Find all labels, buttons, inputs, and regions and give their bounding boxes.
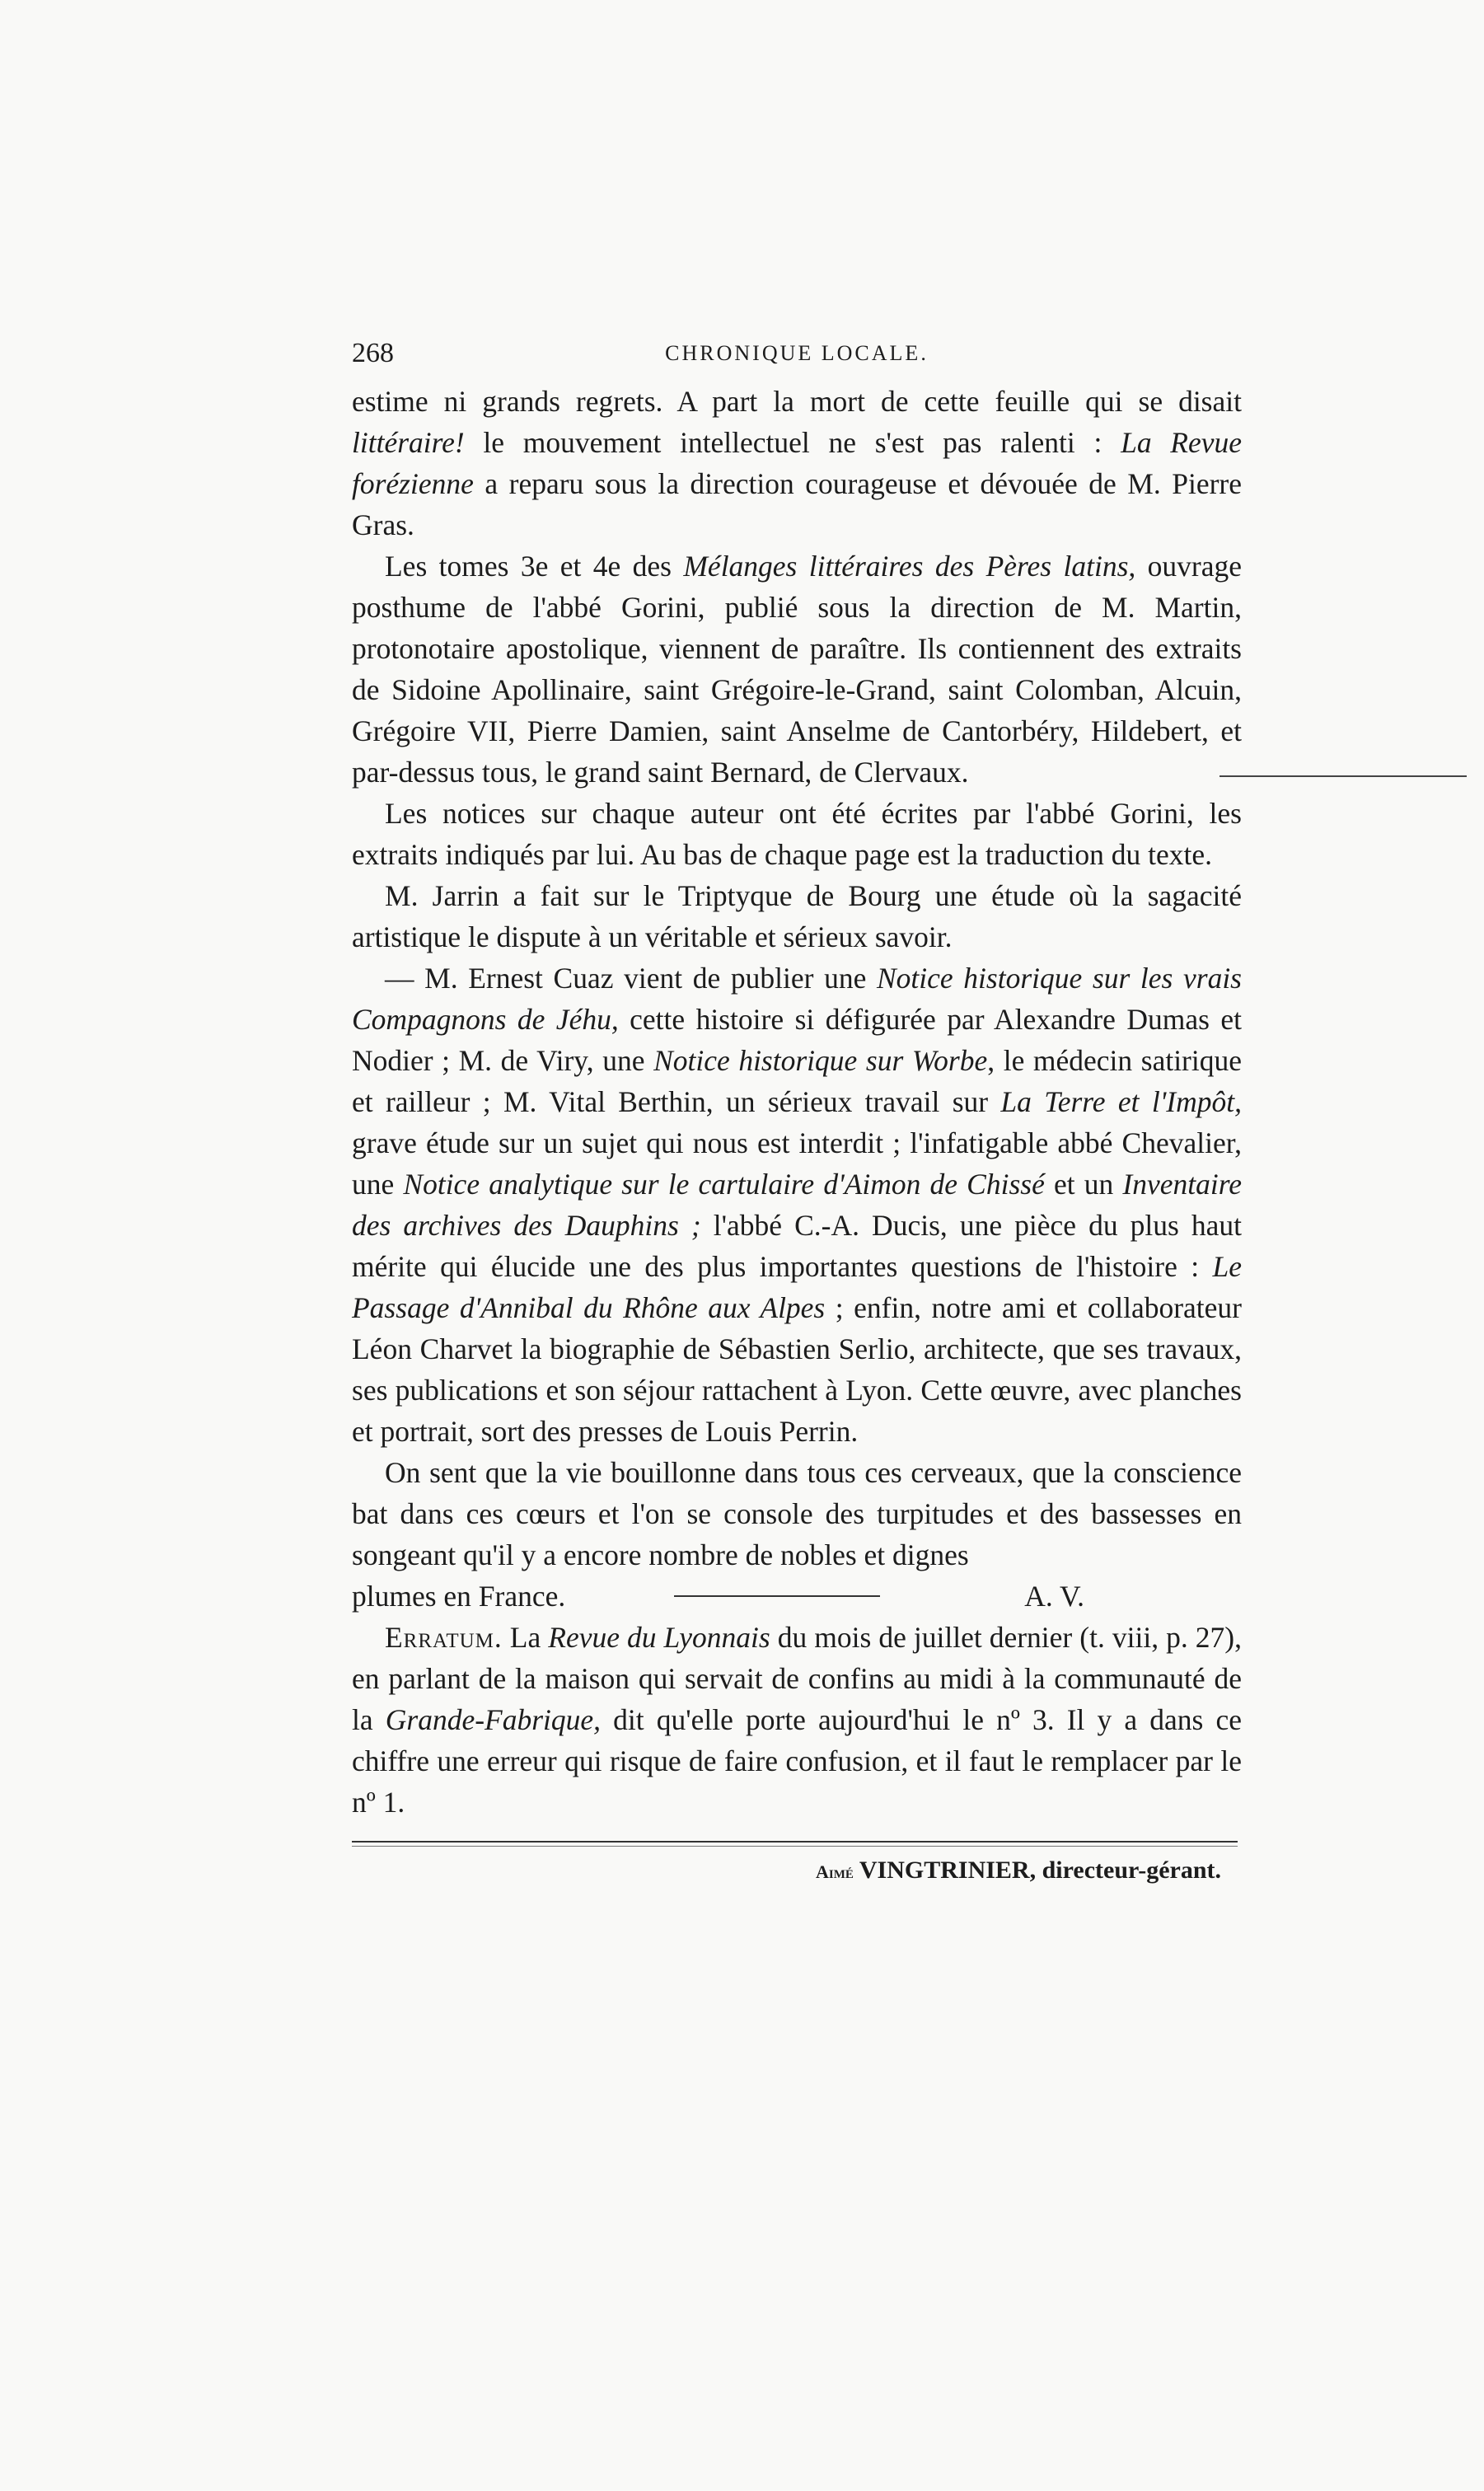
erratum-note: [352, 1617, 1242, 1823]
paragraph: [352, 545, 1242, 793]
text-run: , le médecin satirique et railleur ; M. Vital Berthin, un sérieux travail sur: [352, 1044, 1242, 1118]
text-run: a reparu sous la direction courageuse et dévouée de M. Pierre Gras.: [352, 467, 1242, 541]
footer-first-name: Aimé: [816, 1861, 854, 1882]
text-run: du mois de juillet dernier (t. viii, p. 27), en parlant de la maison qui servait de confins au midi à la communauté de la: [352, 1621, 1242, 1736]
margin-line: [1220, 775, 1467, 777]
closing-line: [352, 1576, 1242, 1617]
text-run: La: [502, 1621, 549, 1654]
italic-title: Grande-Fabrique,: [385, 1703, 602, 1736]
italic-title: Revue du Lyonnais: [548, 1621, 770, 1654]
page-number: 268: [352, 338, 394, 368]
paragraph: [352, 1452, 1242, 1576]
page-header: [352, 338, 1242, 381]
erratum-label: Erratum.: [385, 1621, 503, 1654]
closing-text: plumes en France.: [352, 1580, 566, 1613]
text-run: dit qu'elle porte aujourd'hui le nº 3. Il y a dans ce chiffre une erreur qui risque de faire confusion, et il faut le remplacer par le nº 1.: [352, 1703, 1242, 1819]
italic-title: Mélanges littéraires des Pères latins,: [683, 550, 1136, 583]
text-run: Les notices sur chaque auteur ont été écrites par l'abbé Gorini, les extraits indiqués par lui. Au bas de chaque page est la traduction du texte.: [352, 797, 1242, 871]
paragraph: [352, 793, 1242, 875]
publisher-footer: [352, 1857, 1242, 1885]
paragraph: [352, 381, 1242, 545]
text-run: l'abbé C.-A. Ducis, une pièce du plus haut mérite qui élucide une des plus importantes questions de l'histoire :: [352, 1209, 1242, 1283]
italic-title: Le Passage d'Annibal du Rhône aux Alpes: [352, 1250, 1242, 1324]
page: [352, 338, 1242, 1885]
text-run: Les tomes 3e et 4e des: [385, 550, 684, 583]
author-signature: A. V.: [1024, 1580, 1084, 1613]
text-run: cette histoire si défigurée par Alexandre Dumas et Nodier ; M. de Viry, une: [352, 1003, 1242, 1077]
text-run: le mouvement intellectuel ne s'est pas ralenti :: [464, 426, 1121, 459]
text-run: On sent que la vie bouillonne dans tous ces cerveaux, que la conscience bat dans ces cœurs et l'on se console des turpitudes et des bassesses en songeant qu'il y a encore nombre de nobles et dignes: [352, 1456, 1242, 1571]
text-run: grave étude sur un sujet qui nous est interdit ; l'infatigable abbé Chevalier, une: [352, 1126, 1242, 1201]
italic-title: Notice analytique sur le cartulaire d'Aimon de Chissé: [403, 1168, 1045, 1201]
running-title: CHRONIQUE LOCALE.: [665, 341, 929, 365]
paragraph: [352, 875, 1242, 958]
italic-title: La Terre et l'Impôt,: [1000, 1085, 1243, 1118]
separator-rule: [674, 1595, 880, 1597]
text-run: et un: [1044, 1168, 1123, 1201]
italic-title: La Revue forézienne: [352, 426, 1242, 500]
text-run: ouvrage posthume de l'abbé Gorini, publié sous la direction de M. Martin, protonotaire apostolique, viennent de paraître. Ils contiennent des extraits de Sidoine Apollinaire, saint Grégoire-le-Grand, saint Colomban, Alcuin, Grégoire VII, Pierre Damien, saint Anselme de Cantorbéry, Hildebert, et par-dessus tous, le grand saint Bernard, de Clervaux.: [352, 550, 1242, 789]
italic-title: littéraire!: [352, 426, 465, 459]
footer-rule: [352, 1841, 1238, 1847]
italic-title: Notice historique sur Worbe: [653, 1044, 988, 1077]
text-run: M. Jarrin a fait sur le Triptyque de Bourg une étude où la sagacité artistique le dispute à un véritable et sérieux savoir.: [352, 879, 1242, 953]
text-run: estime ni grands regrets. A part la mort de cette feuille qui se disait: [352, 385, 1242, 418]
text-run: ; enfin, notre ami et collaborateur Léon Charvet la biographie de Sébastien Serlio, architecte, que ses travaux, ses publications et son séjour rattachent à Lyon. Cette œuvre, avec planches et portrait, sort des presses de Louis Perrin.: [352, 1291, 1242, 1448]
italic-title: Inventaire des archives des Dauphins ;: [352, 1168, 1242, 1242]
text-run: — M. Ernest Cuaz vient de publier une: [385, 962, 877, 995]
footer-name-title: VINGTRINIER, directeur-gérant.: [853, 1857, 1221, 1884]
body-text: [352, 381, 1242, 1823]
paragraph: [352, 958, 1242, 1452]
italic-title: Notice historique sur les vrais Compagnons de Jéhu,: [352, 962, 1242, 1036]
